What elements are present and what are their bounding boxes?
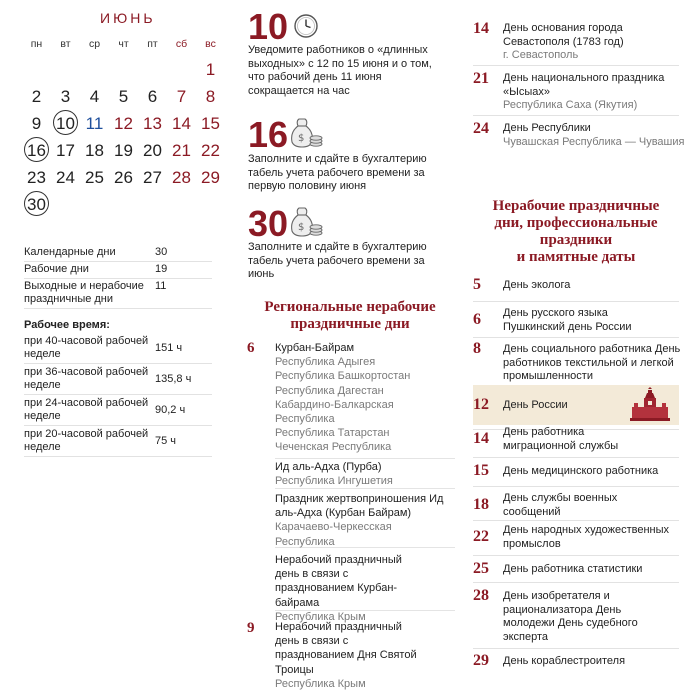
regional-region: Республика Ингушетия [275,475,393,488]
professional-title [470,198,682,266]
professional-title-line: дни, профессиональные [494,215,658,231]
calendar-day: 5 [118,87,129,106]
deadline-text: Заполните и сдайте в бухгалтерию табель учета рабочего времени за июнь [248,241,427,280]
calendar-day: 7 [176,87,187,106]
work-value: 135,8 ч [155,373,192,385]
calendar-day: 26 [114,168,133,187]
calendar-day: 23 [27,168,46,187]
regional-lines [275,492,445,549]
kremlin-icon [628,387,672,423]
svg-text:$: $ [298,133,305,144]
calendar-day-marked: 30 [22,193,51,217]
regional-lines [275,553,425,624]
calendar-day: 4 [89,87,100,106]
regional-holiday: Нерабочий праздничный день в связи с празднованием Дня Святой Троицы [275,621,417,676]
regional-right-day: 14 [473,20,489,37]
regional-region: Республика Татарстан [275,427,390,440]
holiday-day: 22 [473,528,489,545]
regional-title-line: Региональные нерабочие [264,299,436,315]
regional-region: Республика Дагестан [275,384,384,397]
regional-right-text [503,72,678,113]
holiday-day: 6 [473,311,481,328]
weekday-label: пн [30,38,43,50]
work-row [24,426,212,457]
calendar-day: 14 [172,114,191,133]
regional-right-day: 24 [473,120,489,137]
regional-right-text [503,22,653,63]
divider [473,486,679,487]
holiday-day: 12 [473,396,489,413]
calendar-day: 20 [143,141,162,160]
regional-region: Республика Крым [275,610,366,623]
calendar-day: 12 [114,114,133,133]
work-label: при 20-часовой рабочей неделе [24,428,149,453]
holiday-day: 8 [473,340,481,357]
holiday-day: 14 [473,430,489,447]
regional-holiday: Праздник жертвоприношения Ид аль-Адха (Курбан Байрам) [275,493,444,520]
regional-day: 9 [247,620,255,636]
calendar-day: 6 [147,87,158,106]
calendar-day: 8 [205,87,216,106]
calendar-day: 19 [114,141,133,160]
divider [473,555,679,556]
weekday-label: вт [60,38,71,50]
professional-title-line: праздники [539,232,613,248]
work-label: при 24-часовой рабочей неделе [24,397,149,422]
holiday-text: День медицинского работника [503,465,659,477]
regional-block [275,462,455,489]
stats-value: 11 [155,280,167,292]
stats-value: 19 [155,263,168,275]
holiday-text: День эколога [503,279,571,291]
deadline-day: 10 [248,6,289,47]
holiday-day: 15 [473,462,489,479]
regional-block [275,494,455,548]
holiday-text: День кораблестроителя [503,655,626,667]
holiday-text: День изобретателя и рационализатора День молодежи День судебного эксперта [503,590,638,643]
deadline-text: Уведомите работников о «длинных выходных» с 12 по 15 июня и о том, что рабочий день 11 июня сокращается на час [248,44,432,97]
regional-title [240,299,460,333]
work-label: при 40-часовой рабочей неделе [24,335,149,360]
regional-title-line: праздничные дни [290,316,410,332]
holiday-day: 25 [473,560,489,577]
regional-right-text [503,122,693,149]
weekday-label: чт [118,38,129,50]
calendar-day: 29 [201,168,220,187]
regional-holiday: Курбан-Байрам [275,342,355,354]
regional-region: Кабардино-Балкарская Республика [275,398,394,426]
days-stats-table [24,245,212,309]
work-row [24,333,212,364]
regional-lines [275,460,455,488]
professional-title-line: и памятные даты [516,249,636,265]
calendar-day: 2 [31,87,42,106]
regional-region: Республика Крым [275,677,366,690]
holiday-text: День русского языка Пушкинский день России [503,307,632,333]
regional-lines [275,620,425,691]
divider [473,648,679,649]
regional-holiday: День Республики [503,122,591,134]
weekday-label: ср [88,38,101,50]
clock-icon [293,13,319,39]
divider [473,115,679,116]
calendar-day: 22 [201,141,220,160]
svg-text:$: $ [298,222,305,233]
weekday-label: пт [147,38,158,50]
stats-label: Календарные дни [24,246,116,258]
regional-region: Чувашская Республика — Чувашия [503,135,685,148]
divider [473,65,679,66]
holiday-text: День социального работника День работников текстильной и легкой промышленности [503,343,681,383]
calendar-day: 15 [201,114,220,133]
calendar-day: 28 [172,168,191,187]
stats-row [24,245,212,262]
work-row [24,364,212,395]
regional-holiday: Ид аль-Адха (Пурба) [275,461,382,473]
work-value: 90,2 ч [155,404,186,416]
regional-holiday: День национального праздника «Ысыах» [503,72,665,98]
professional-title-line: Нерабочие праздничные [492,198,660,214]
money-bag-icon [288,205,324,239]
stats-row [24,262,212,279]
deadline-day: 30 [248,203,289,244]
regional-holiday: День основания города Севастополя (1783 год) [503,22,624,48]
calendar-day-short: 11 [85,114,104,133]
calendar-day: 18 [85,141,104,160]
regional-region: Чеченская Республика [275,441,392,454]
work-time-title: Рабочее время: [24,319,110,331]
regional-region: Карачаево-Черкесская Республика [275,521,392,548]
work-time-table [24,333,212,457]
stats-value: 30 [155,246,168,258]
calendar-day: 21 [172,141,191,160]
calendar-day: 1 [205,60,216,79]
divider [473,457,679,458]
regional-region: Республика Адыгея [275,356,376,369]
calendar-day: 3 [60,87,71,106]
calendar-day: 17 [56,141,75,160]
regional-lines [275,341,455,455]
calendar-day-marked: 16 [22,139,51,163]
work-label: при 36-часовой рабочей неделе [24,366,149,391]
holiday-day: 18 [473,496,489,513]
calendar-day-marked: 10 [51,112,80,136]
work-value: 75 ч [155,435,177,447]
deadline-day: 16 [248,114,289,155]
calendar-day: 9 [31,114,42,133]
calendar-day: 13 [143,114,162,133]
regional-region: г. Севастополь [503,49,579,62]
calendar-day: 25 [85,168,104,187]
holiday-text: День службы военных сообщений [503,492,618,518]
work-value: 151 ч [155,342,183,354]
deadline-text: Заполните и сдайте в бухгалтерию табель учета рабочего времени за первую половину июня [248,153,427,192]
money-bag-icon [288,116,324,150]
work-row [24,395,212,426]
regional-block [275,554,455,623]
holiday-text: День работника статистики [503,563,643,575]
regional-right-day: 21 [473,70,489,87]
divider [473,301,679,302]
holiday-day: 28 [473,587,489,604]
holiday-text: День народных художественных промыслов [503,524,670,550]
stats-label: Рабочие дни [24,263,89,275]
regional-region: Республика Башкортостан [275,370,411,383]
calendar-day: 27 [143,168,162,187]
divider [473,337,679,338]
regional-holiday: Нерабочий праздничный день в связи с празднованием Курбан-байрама [275,554,402,609]
holiday-day: 29 [473,652,489,669]
holiday-day: 5 [473,276,481,293]
weekday-label: вс [205,38,216,50]
stats-label: Выходные и нерабочие праздничные дни [24,280,144,305]
regional-day: 6 [247,340,255,356]
holiday-text: День России [503,399,568,411]
stats-row [24,279,212,309]
regional-block [275,341,455,459]
calendar-day: 24 [56,168,75,187]
holiday-text: День работника миграционной службы [503,426,619,452]
regional-region: Республика Саха (Якутия) [503,99,638,112]
calendar-month: ИЮНЬ [100,10,156,26]
divider [473,520,679,521]
divider [473,582,679,583]
weekday-label: сб [175,38,188,50]
